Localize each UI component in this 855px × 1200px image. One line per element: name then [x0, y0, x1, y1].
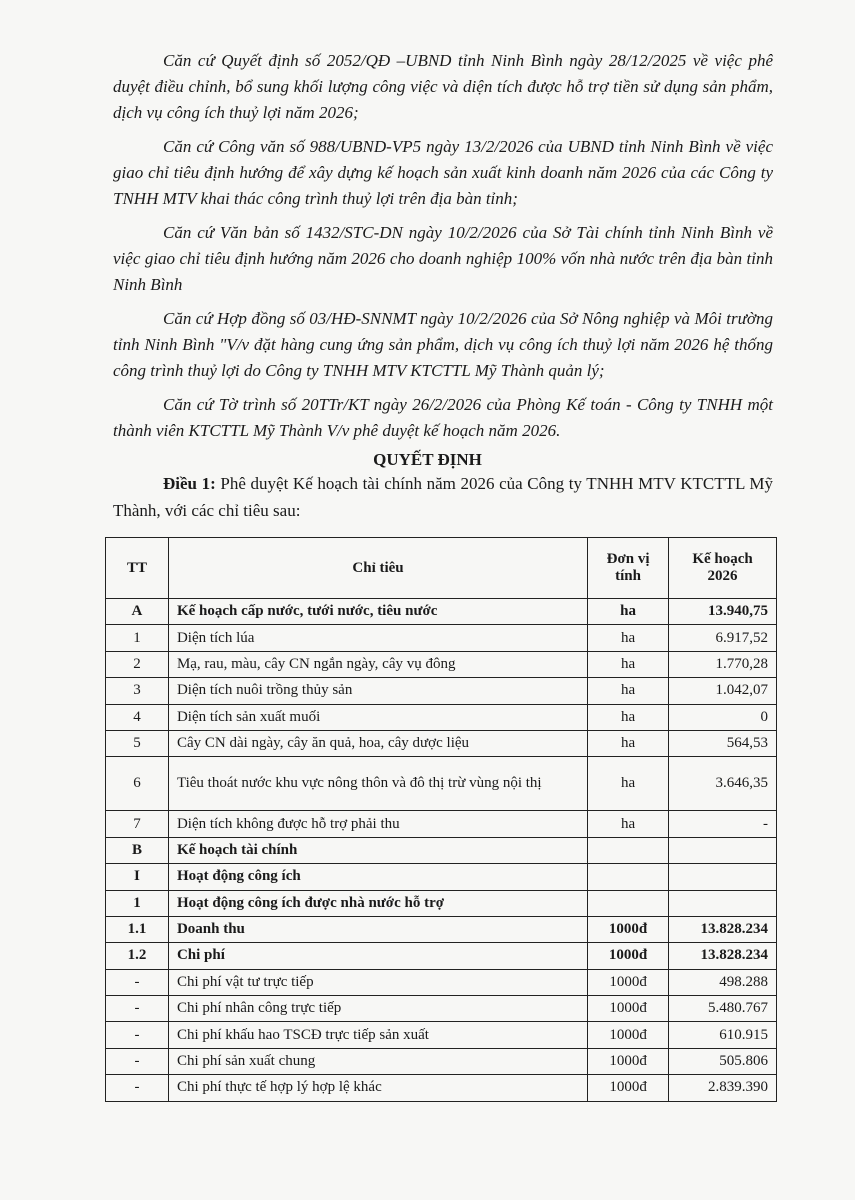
row-indicator: Chi phí — [168, 943, 587, 969]
table-row — [106, 1048, 777, 1074]
row-value: 505.806 — [669, 1048, 777, 1074]
financial-plan-table — [105, 537, 777, 1102]
table-row — [106, 837, 777, 863]
table-row — [106, 730, 777, 756]
row-value: 3.646,35 — [669, 757, 777, 811]
row-unit: ha — [588, 599, 669, 625]
table-row — [106, 704, 777, 730]
row-indicator: Chi phí vật tư trực tiếp — [168, 969, 587, 995]
row-value: 5.480.767 — [669, 996, 777, 1022]
row-tt: 6 — [106, 757, 169, 811]
row-tt: 1.2 — [106, 943, 169, 969]
table-row — [106, 1075, 777, 1101]
table-row — [106, 651, 777, 677]
row-tt: 1 — [106, 625, 169, 651]
table-row — [106, 757, 777, 811]
table-row — [106, 599, 777, 625]
row-tt: 2 — [106, 651, 169, 677]
row-unit: ha — [588, 811, 669, 837]
row-value: 13.828.234 — [669, 916, 777, 942]
header-plan: Kế hoạch 2026 — [669, 538, 777, 599]
legal-basis-section — [113, 48, 773, 452]
row-tt: - — [106, 996, 169, 1022]
row-unit — [588, 864, 669, 890]
table-row — [106, 890, 777, 916]
row-value: 0 — [669, 704, 777, 730]
legal-basis-paragraph: Căn cứ Quyết định số 2052/QĐ –UBND tỉnh Ninh Bình ngày 28/12/2025 về việc phê duyệt điều chỉnh, bổ sung khối lượng công việc và diện tích được hỗ trợ tiền sử dụng sản phẩm, dịch vụ công ích thuỷ lợi năm 2026; — [113, 51, 773, 122]
legal-basis-paragraph: Căn cứ Văn bản số 1432/STC-DN ngày 10/2/2026 của Sở Tài chính tỉnh Ninh Bình về việc giao chỉ tiêu định hướng năm 2026 cho doanh nghiệp 100% vốn nhà nước trên địa bàn tỉnh Ninh Bình — [113, 223, 773, 294]
row-value — [669, 837, 777, 863]
row-value: 2.839.390 — [669, 1075, 777, 1101]
row-tt: - — [106, 1048, 169, 1074]
row-unit: 1000đ — [588, 916, 669, 942]
row-indicator: Chi phí sản xuất chung — [168, 1048, 587, 1074]
article-label: Điều 1: — [163, 474, 216, 493]
row-value — [669, 890, 777, 916]
table-header-row — [106, 538, 777, 599]
header-tt: TT — [106, 538, 169, 599]
row-indicator: Tiêu thoát nước khu vực nông thôn và đô thị trừ vùng nội thị — [168, 757, 587, 811]
table-row — [106, 625, 777, 651]
row-value: - — [669, 811, 777, 837]
row-value: 1.770,28 — [669, 651, 777, 677]
row-indicator: Hoạt động công ích được nhà nước hỗ trợ — [168, 890, 587, 916]
row-indicator: Kế hoạch cấp nước, tưới nước, tiêu nước — [168, 599, 587, 625]
row-tt: I — [106, 864, 169, 890]
row-tt: - — [106, 969, 169, 995]
row-indicator: Chi phí nhân công trực tiếp — [168, 996, 587, 1022]
row-indicator: Kế hoạch tài chính — [168, 837, 587, 863]
row-tt: - — [106, 1022, 169, 1048]
article-text: Phê duyệt Kế hoạch tài chính năm 2026 của Công ty TNHH MTV KTCTTL Mỹ Thành, với các chỉ tiêu sau: — [113, 474, 773, 520]
row-unit: 1000đ — [588, 969, 669, 995]
row-tt: 7 — [106, 811, 169, 837]
row-indicator: Diện tích sản xuất muối — [168, 704, 587, 730]
table-row — [106, 916, 777, 942]
row-value: 13.828.234 — [669, 943, 777, 969]
row-value: 564,53 — [669, 730, 777, 756]
legal-basis-paragraph: Căn cứ Tờ trình số 20TTr/KT ngày 26/2/2026 của Phòng Kế toán - Công ty TNHH một thành viên KTCTTL Mỹ Thành V/v phê duyệt kế hoạch năm 2026. — [113, 395, 773, 440]
row-indicator: Mạ, rau, màu, cây CN ngắn ngày, cây vụ đông — [168, 651, 587, 677]
row-indicator: Diện tích nuôi trồng thủy sản — [168, 678, 587, 704]
row-unit: ha — [588, 625, 669, 651]
header-unit: Đơn vị tính — [588, 538, 669, 599]
table-row — [106, 864, 777, 890]
row-value — [669, 864, 777, 890]
header-indicator: Chỉ tiêu — [168, 538, 587, 599]
row-tt: 1 — [106, 890, 169, 916]
row-indicator: Chi phí khấu hao TSCĐ trực tiếp sản xuất — [168, 1022, 587, 1048]
row-unit: ha — [588, 678, 669, 704]
row-indicator: Diện tích lúa — [168, 625, 587, 651]
row-value: 6.917,52 — [669, 625, 777, 651]
row-indicator: Cây CN dài ngày, cây ăn quả, hoa, cây dược liệu — [168, 730, 587, 756]
row-tt: A — [106, 599, 169, 625]
table-row — [106, 943, 777, 969]
row-value: 610.915 — [669, 1022, 777, 1048]
row-tt: B — [106, 837, 169, 863]
row-unit: 1000đ — [588, 943, 669, 969]
row-tt: 1.1 — [106, 916, 169, 942]
row-value: 13.940,75 — [669, 599, 777, 625]
row-tt: 4 — [106, 704, 169, 730]
article-1 — [113, 470, 773, 524]
row-unit: ha — [588, 704, 669, 730]
legal-basis-paragraph: Căn cứ Công văn số 988/UBND-VP5 ngày 13/2/2026 của UBND tỉnh Ninh Bình về việc giao chỉ tiêu định hướng để xây dựng kế hoạch sản xuất kinh doanh năm 2026 của các Công ty TNHH MTV khai thác công trình thuỷ lợi trên địa bàn tỉnh; — [113, 137, 773, 208]
row-unit: 1000đ — [588, 1022, 669, 1048]
row-indicator: Chi phí thực tế hợp lý hợp lệ khác — [168, 1075, 587, 1101]
row-value: 1.042,07 — [669, 678, 777, 704]
table-row — [106, 811, 777, 837]
row-unit: ha — [588, 757, 669, 811]
row-value: 498.288 — [669, 969, 777, 995]
row-unit: 1000đ — [588, 1075, 669, 1101]
row-indicator: Hoạt động công ích — [168, 864, 587, 890]
row-unit: 1000đ — [588, 996, 669, 1022]
row-unit — [588, 890, 669, 916]
row-unit: ha — [588, 730, 669, 756]
row-unit — [588, 837, 669, 863]
row-indicator: Diện tích không được hỗ trợ phải thu — [168, 811, 587, 837]
table-row — [106, 678, 777, 704]
row-tt: - — [106, 1075, 169, 1101]
row-tt: 5 — [106, 730, 169, 756]
row-unit: 1000đ — [588, 1048, 669, 1074]
table-row — [106, 969, 777, 995]
table-row — [106, 996, 777, 1022]
row-indicator: Doanh thu — [168, 916, 587, 942]
row-tt: 3 — [106, 678, 169, 704]
legal-basis-paragraph: Căn cứ Hợp đồng số 03/HĐ-SNNMT ngày 10/2/2026 của Sở Nông nghiệp và Môi trường tỉnh Ninh Bình "V/v đặt hàng cung ứng sản phẩm, dịch vụ công ích thuỷ lợi năm 2026 hệ thống công trình thuỷ lợi do Công ty TNHH MTV KTCTTL Mỹ Thành quản lý; — [113, 309, 773, 380]
decision-heading: QUYẾT ĐỊNH — [373, 450, 482, 469]
table-row — [106, 1022, 777, 1048]
row-unit: ha — [588, 651, 669, 677]
